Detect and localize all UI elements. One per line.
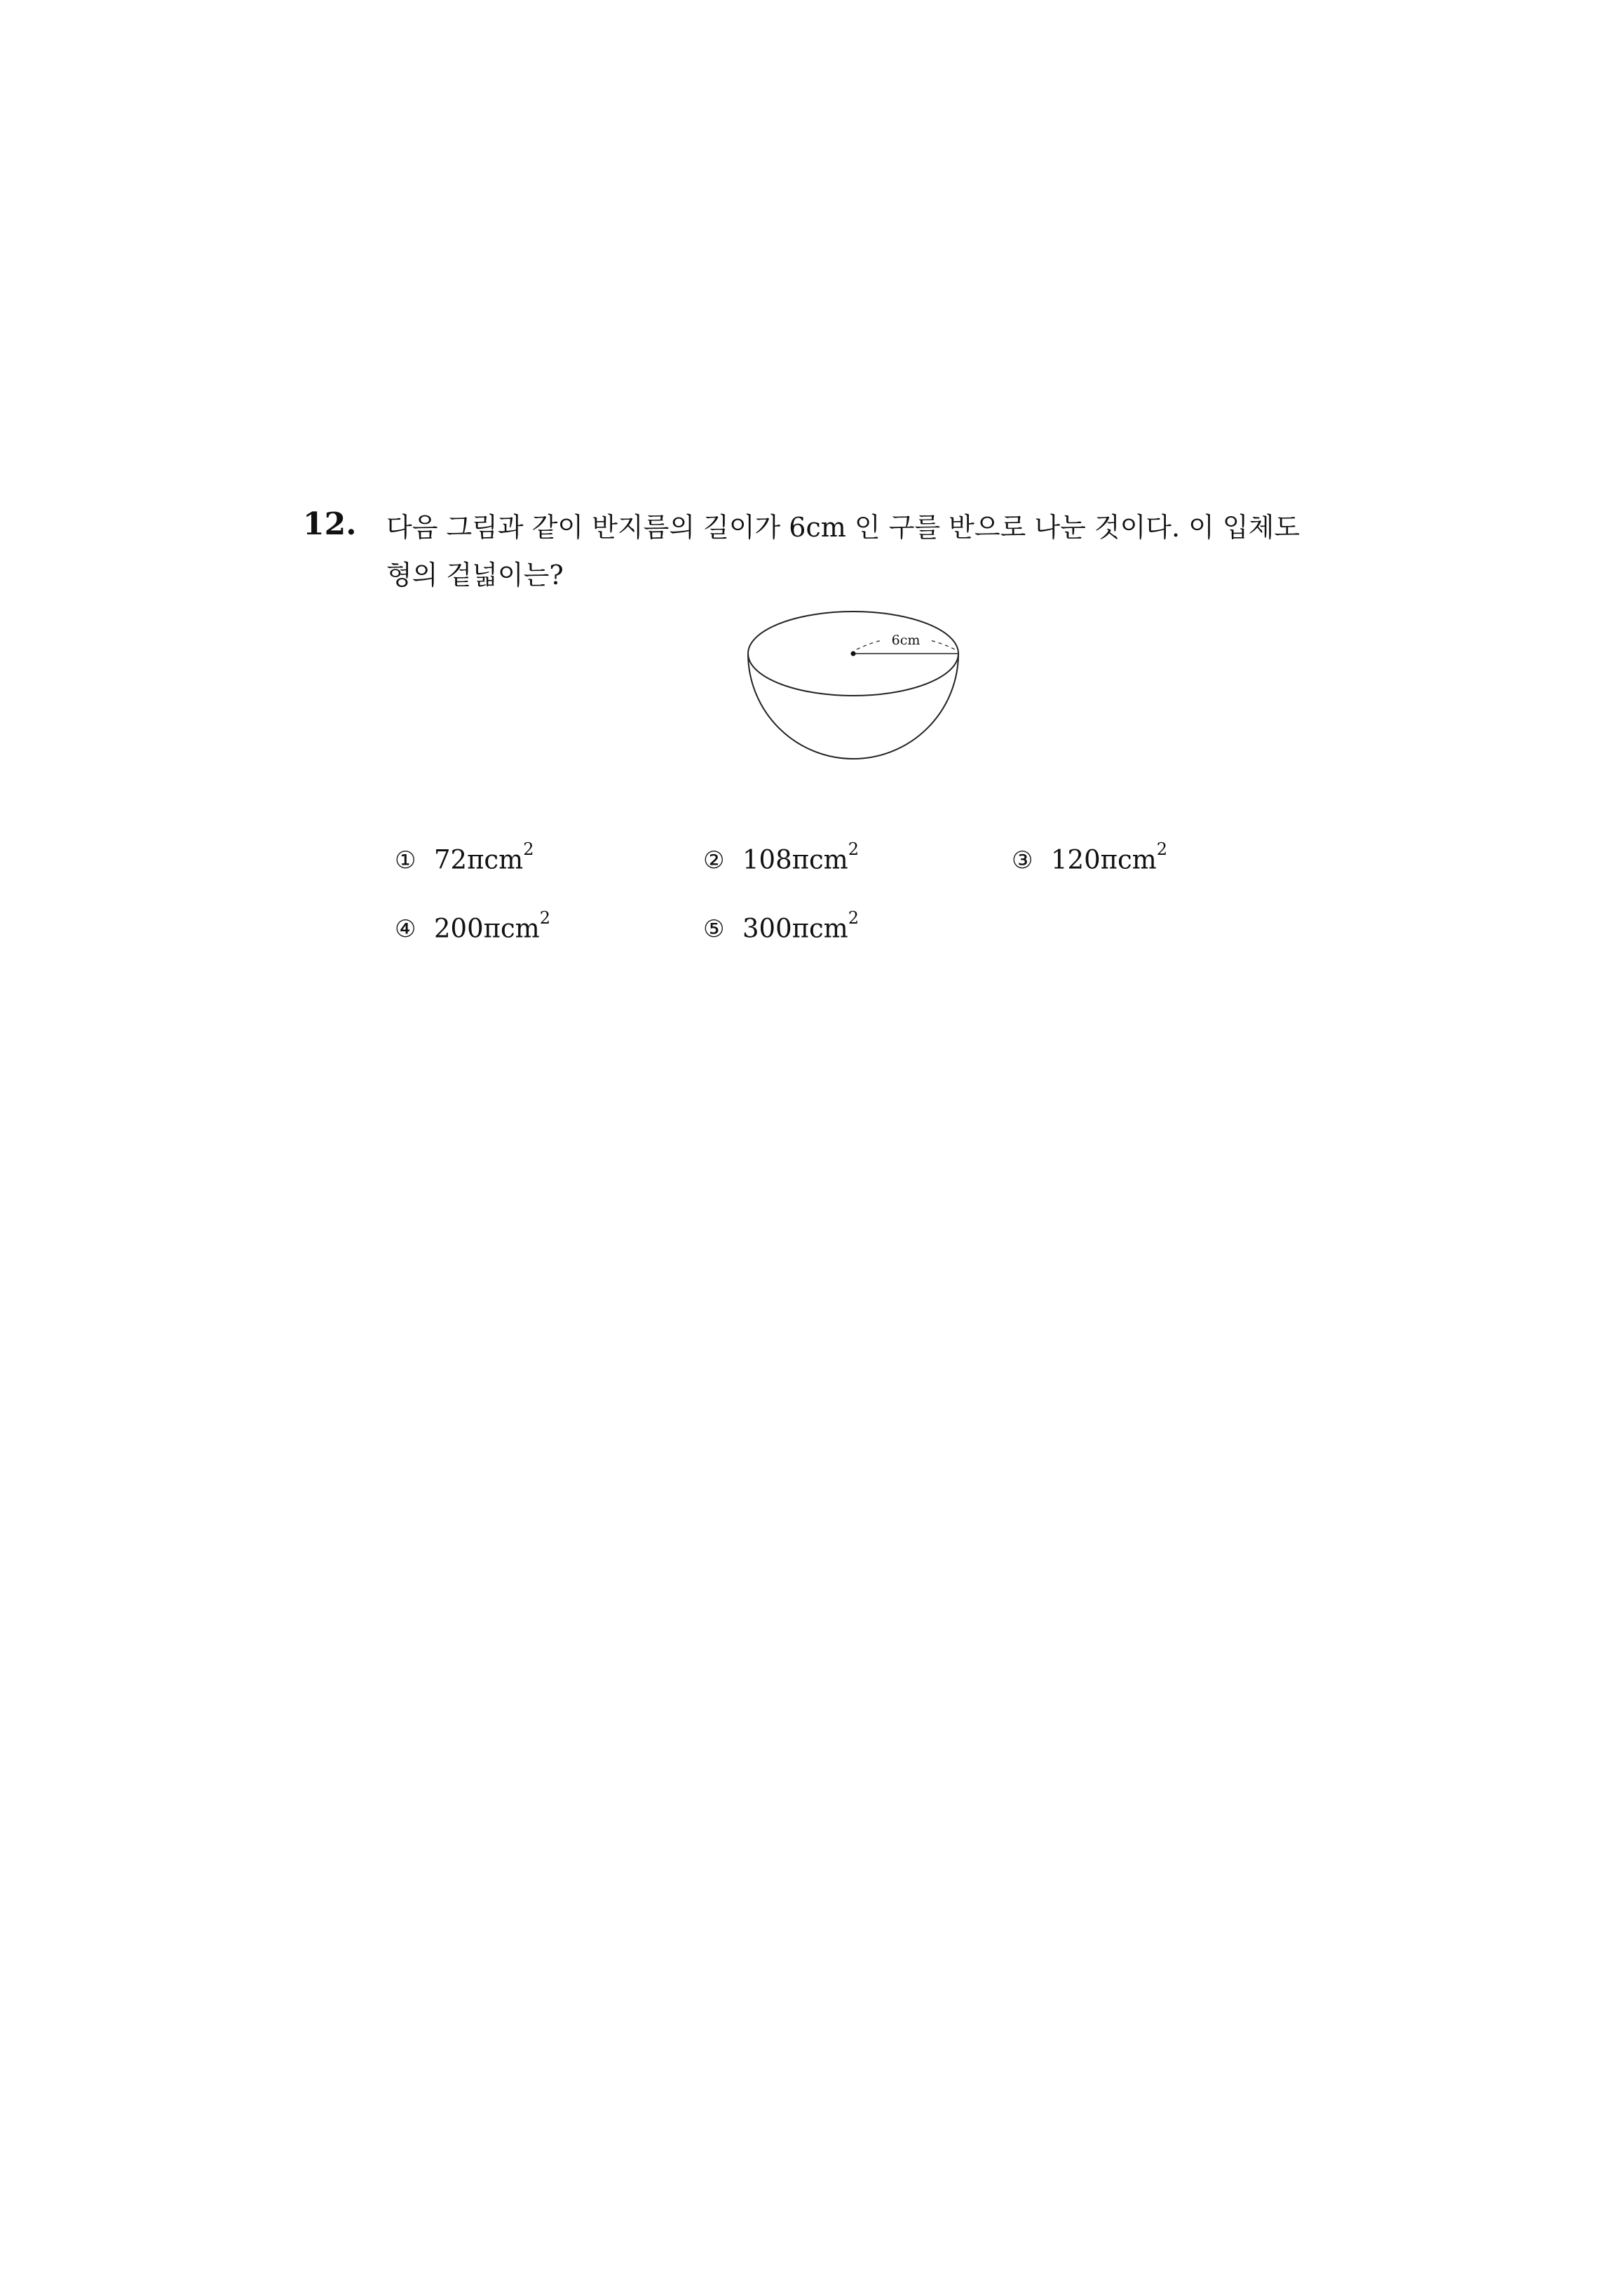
radius-label: 6cm — [891, 633, 921, 648]
choice-5-value: 300π — [742, 913, 809, 944]
choice-3-mark: ③ — [1012, 846, 1033, 875]
choice-4-value: 200π — [434, 913, 501, 944]
choice-5-unit: cm — [808, 913, 848, 944]
choice-2-unit: cm — [808, 844, 848, 875]
choice-1-exponent: 2 — [523, 839, 534, 859]
choice-2[interactable] — [703, 836, 859, 878]
choice-2-exponent: 2 — [848, 839, 860, 859]
choice-3-value: 120π — [1051, 844, 1118, 875]
choice-1-mark: ① — [395, 846, 416, 875]
center-point — [851, 651, 856, 656]
question-text: 다음 그림과 같이 반지름의 길이가 6cm 인 구를 반으로 나눈 것이다. 이 입체도 형의 겉넓이는? — [386, 512, 1301, 590]
hemisphere-bowl-curve — [748, 654, 958, 759]
question-number: 12. — [303, 506, 357, 542]
choice-5-exponent: 2 — [848, 908, 860, 928]
choice-5[interactable] — [703, 905, 859, 947]
choice-5-mark: ⑤ — [703, 915, 725, 944]
choice-3[interactable] — [1012, 836, 1167, 878]
choice-3-exponent: 2 — [1156, 839, 1168, 859]
choice-1-unit: cm — [484, 844, 524, 875]
choice-2-mark: ② — [703, 846, 725, 875]
choice-2-value: 108π — [742, 844, 809, 875]
choice-4-exponent: 2 — [539, 908, 551, 928]
choice-4-mark: ④ — [395, 915, 416, 944]
choice-3-unit: cm — [1117, 844, 1157, 875]
choice-1[interactable] — [395, 836, 534, 878]
choice-1-value: 72π — [434, 844, 484, 875]
choice-4-unit: cm — [500, 913, 540, 944]
choice-4[interactable] — [395, 905, 550, 947]
hemisphere-figure — [738, 605, 969, 767]
